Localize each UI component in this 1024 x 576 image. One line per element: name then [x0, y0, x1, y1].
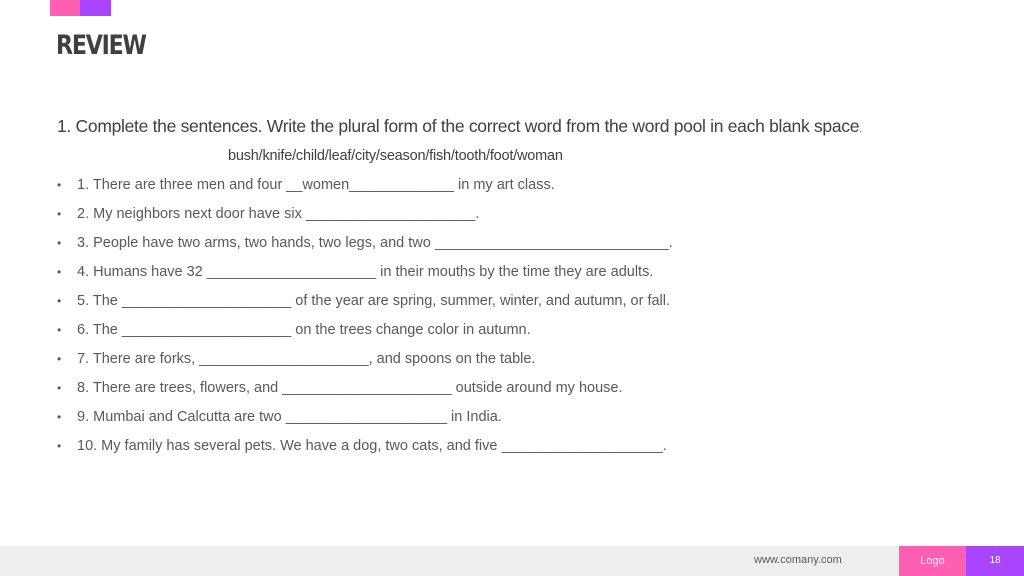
instruction-text: 1. Complete the sentences. Write the plural form of the correct word from the word pool in each blank space: [57, 116, 860, 136]
list-item: [57, 174, 673, 203]
sentence-list: [57, 174, 673, 464]
list-item: [57, 406, 673, 435]
list-item: [57, 261, 673, 290]
bullet-icon: •: [57, 207, 62, 221]
sentence-text: 1. There are three men and four __women_____________ in my art class.: [77, 177, 555, 193]
bullet-icon: •: [57, 265, 62, 279]
sentence-text: 5. The _____________________ of the year are spring, summer, winter, and autumn, or fall.: [77, 293, 671, 309]
page-title: REVIEW: [56, 30, 146, 61]
sentence-text: 6. The _____________________ on the trees change color in autumn.: [77, 322, 531, 338]
list-item: [57, 290, 673, 319]
list-item: [57, 232, 673, 261]
sentence-text: 8. There are trees, flowers, and _____________________ outside around my house.: [77, 380, 623, 396]
pink-accent-bar: [50, 0, 80, 16]
footer-bar: [0, 546, 1024, 576]
bullet-icon: •: [57, 178, 62, 192]
footer-logo: Logo: [899, 546, 966, 576]
list-item: [57, 377, 673, 406]
bullet-icon: •: [57, 323, 62, 337]
sentence-text: 7. There are forks, _____________________, and spoons on the table.: [77, 351, 536, 367]
footer-url: www.comany.com: [754, 554, 842, 566]
page-number: 18: [966, 546, 1024, 576]
list-item: [57, 319, 673, 348]
sentence-text: 9. Mumbai and Calcutta are two ____________________ in India.: [77, 409, 502, 425]
list-item: [57, 348, 673, 377]
sentence-text: 3. People have two arms, two hands, two legs, and two _____________________________.: [77, 235, 673, 251]
bullet-icon: •: [57, 410, 62, 424]
sentence-text: 10. My family has several pets. We have a dog, two cats, and five ____________________.: [77, 438, 667, 454]
bullet-icon: •: [57, 439, 62, 453]
purple-accent-bar: [80, 0, 111, 16]
bullet-icon: •: [57, 294, 62, 308]
list-item: [57, 435, 673, 464]
bullet-icon: •: [57, 381, 62, 395]
exercise-instruction: [57, 116, 862, 137]
sentence-text: 4. Humans have 32 _____________________ in their mouths by the time they are adults.: [77, 264, 654, 280]
word-pool: bush/knife/child/leaf/city/season/fish/tooth/foot/woman: [228, 148, 563, 164]
instruction-period: .: [859, 121, 863, 135]
bullet-icon: •: [57, 236, 62, 250]
list-item: [57, 203, 673, 232]
bullet-icon: •: [57, 352, 62, 366]
sentence-text: 2. My neighbors next door have six _____________________.: [77, 206, 480, 222]
